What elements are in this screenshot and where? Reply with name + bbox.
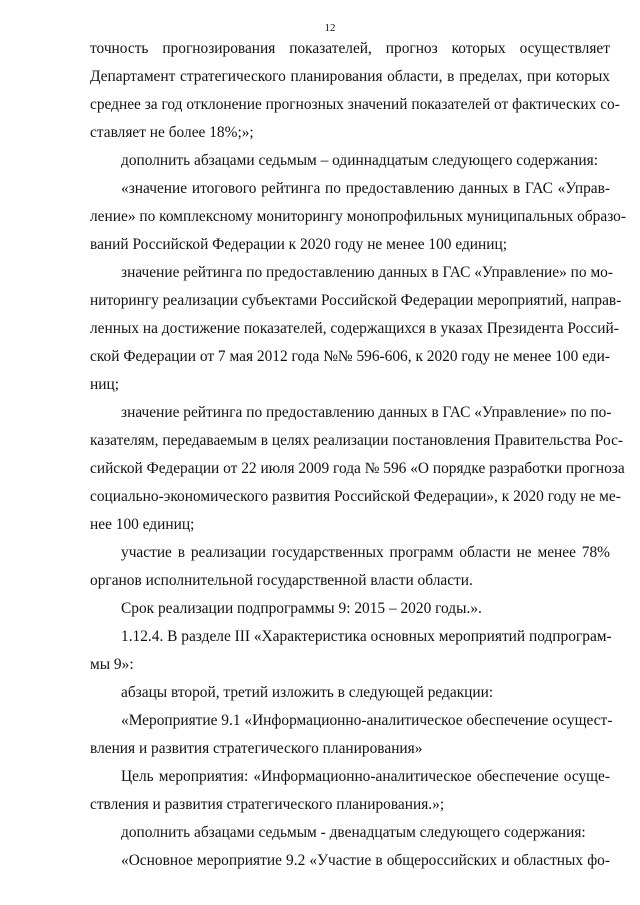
text-line: «Основное мероприятие 9.2 «Участие в общероссийских и областных фо-: [121, 852, 610, 869]
text-line: Срок реализации подпрограммы 9: 2015 – 2020 годы.».: [121, 600, 482, 617]
text-line: 1.12.4. В разделе III «Характеристика основных мероприятий подпрограм-: [121, 628, 612, 645]
text-line: социально-экономического развития Российской Федерации», к 2020 году не ме-: [90, 488, 621, 505]
text-line: нее 100 единиц;: [90, 516, 195, 533]
text-line: среднее за год отклонение прогнозных значений показателей от фактических со-: [90, 96, 620, 113]
text-line: точность прогнозирования показателей, прогноз которых осуществляет: [90, 40, 610, 57]
text-line: казателям, передаваемым в целях реализации постановления Правительства Рос-: [90, 432, 624, 449]
text-line: дополнить абзацами седьмым - двенадцатым следующего содержания:: [121, 824, 586, 841]
text-line: ниторингу реализации субъектами Российской Федерации мероприятий, направ-: [90, 292, 622, 309]
text-line: ваний Российской Федерации к 2020 году не менее 100 единиц;: [90, 236, 508, 253]
text-line: ставляет не более 18%;»;: [90, 124, 254, 141]
text-line: «значение итогового рейтинга по предоставлению данных в ГАС «Управ-: [121, 180, 610, 197]
text-line: Департамент стратегического планирования области, в пределах, при которых: [90, 68, 610, 85]
text-line: участие в реализации государственных программ области не менее 78%: [121, 544, 610, 561]
text-line: значение рейтинга по предоставлению данных в ГАС «Управление» по по-: [121, 404, 612, 421]
text-line: ниц;: [90, 376, 119, 393]
text-line: дополнить абзацами седьмым – одиннадцатым следующего содержания:: [121, 152, 598, 169]
text-line: «Мероприятие 9.1 «Информационно-аналитическое обеспечение осущест-: [121, 712, 613, 729]
text-line: ление» по комплексному мониторингу монопрофильных муниципальных образо-: [90, 208, 627, 225]
text-line: ской Федерации от 7 мая 2012 года №№ 596-606, к 2020 году не менее 100 еди-: [90, 348, 610, 365]
text-line: ленных на достижение показателей, содержащихся в указах Президента Россий-: [90, 320, 619, 337]
text-line: органов исполнительной государственной власти области.: [90, 572, 473, 589]
text-line: сийской Федерации от 22 июля 2009 года № 596 «О порядке разработки прогноза: [90, 460, 625, 477]
text-line: Цель мероприятия: «Информационно-аналитическое обеспечение осуще-: [121, 768, 610, 785]
text-line: мы 9»:: [90, 656, 134, 673]
text-line: вления и развития стратегического планирования»: [90, 740, 423, 757]
text-line: абзацы второй, третий изложить в следующей редакции:: [121, 684, 494, 701]
text-line: значение рейтинга по предоставлению данных в ГАС «Управление» по мо-: [121, 264, 614, 281]
page-number: 12: [324, 22, 336, 34]
text-line: ствления и развития стратегического планирования.»;: [90, 796, 445, 813]
